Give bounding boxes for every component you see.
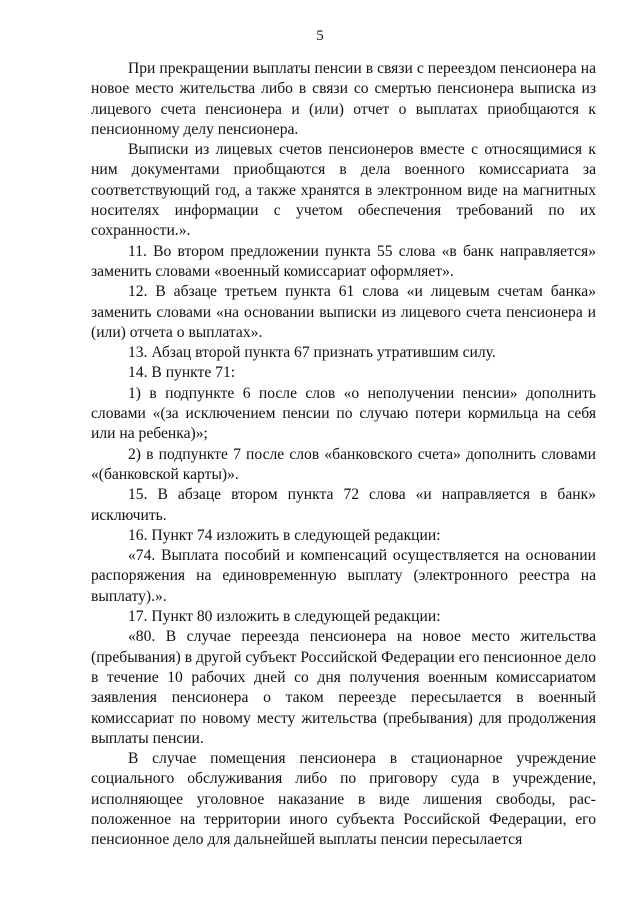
paragraph: 14. В пункте 71: — [128, 364, 236, 382]
paragraph: Выписки из лицевых счетов пенсионеров вместе с относящимися к ним документами приобщаются в дела военного комиссариата за соответствующий год, а также хранятся в электронном виде на магнитных носителях информации с учетом обеспечения требований по их сохранности.». — [91, 141, 596, 240]
paragraph: «74. Выплата пособий и компенсаций осуществляется на основании распоряжения на единовременную выплату (электронного реестра на выплату).». — [91, 547, 596, 605]
paragraph: 1) в подпункте 6 после слов «о неполучении пенсии» дополнить словами «(за исключением пенсии по случаю потери кормильца на себя или на ребенка)»; — [91, 384, 596, 443]
document-body — [91, 59, 596, 851]
paragraph: В случае помещения пенсионера в стационарное учреждение социального обслуживания либо по приговору суда в учреждение, исполняющее уголовное наказание в виде лишения свободы, расположенное на территории иного субъекта Российской Федерации, его пенсионное дело для дальнейшей выплаты пенсии пересылается — [91, 750, 596, 849]
paragraph: 17. Пункт 80 изложить в следующей редакции: — [128, 608, 441, 626]
paragraph: При прекращении выплаты пенсии в связи с переездом пенсионера на новое место жительства либо в связи со смертью пенсионера выписка из лицевого счета пенсионера и (или) отчет о выплатах приобщаются к пенсионному делу пенсионера. — [91, 60, 596, 138]
page-number: 5 — [316, 28, 324, 44]
paragraph: 11. Во втором предложении пункта 55 слова «в банк направляется» заменить словами «военный комиссариат оформляет». — [91, 242, 596, 280]
paragraph: 15. В абзаце втором пункта 72 слова «и направляется в банк» исключить. — [91, 486, 596, 524]
paragraph: 16. Пункт 74 изложить в следующей редакции: — [128, 526, 441, 544]
paragraph: 12. В абзаце третьем пункта 61 слова «и лицевым счетам банка» заменить словами «на основании выписки из лицевого счета пенсионера и (или) отчета о выплатах». — [91, 283, 596, 341]
paragraph: 2) в подпункте 7 после слов «банковского счета» дополнить словами «(банковской карты)». — [91, 445, 596, 483]
paragraph: 13. Абзац второй пункта 67 признать утратившим силу. — [128, 344, 496, 362]
paragraph: «80. В случае переезда пенсионера на новое место жительства (пребывания) в другой субъект Российской Федерации его пенсионное дело в течение 10 рабочих дней со дня получения военным комиссариатом заявления пенсионера о таком переезде пересылается в военный комиссариат по новому месту жительства (пребывания) для продолжения выплаты пенсии. — [91, 628, 596, 747]
